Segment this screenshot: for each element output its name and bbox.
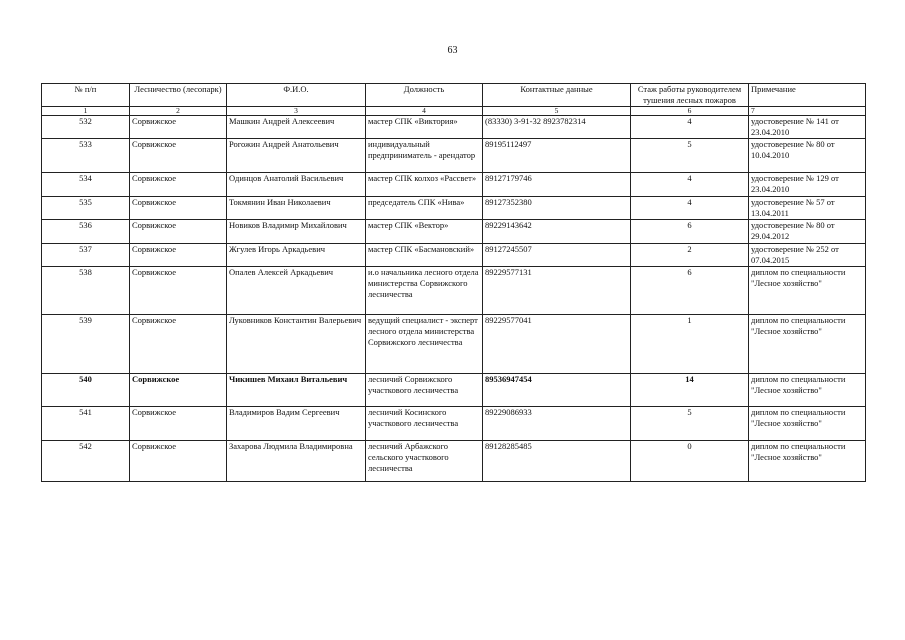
cell-contacts: 89229143642 (483, 220, 631, 244)
cell-position: и.о начальника лесного отдела министерства Сорвижского лесничества (366, 267, 483, 315)
cell-num: 539 (42, 315, 130, 374)
column-number: 3 (227, 107, 366, 116)
cell-position: лесничий Косинского участкового лесничества (366, 407, 483, 441)
cell-contacts: 89127179746 (483, 173, 631, 197)
cell-position: мастер СПК колхоз «Рассвет» (366, 173, 483, 197)
header-row (42, 84, 866, 107)
table-row (42, 407, 866, 441)
cell-position: председатель СПК «Нива» (366, 197, 483, 220)
table-row (42, 173, 866, 197)
cell-forestry: Сорвижское (130, 116, 227, 139)
cell-fio: Владимиров Вадим Сергеевич (227, 407, 366, 441)
cell-experience: 1 (631, 315, 749, 374)
cell-num: 535 (42, 197, 130, 220)
table-body (42, 116, 866, 482)
header-experience: Стаж работы руководителем тушения лесных пожаров (631, 84, 749, 107)
cell-experience: 14 (631, 374, 749, 407)
cell-experience: 5 (631, 139, 749, 173)
cell-forestry: Сорвижское (130, 374, 227, 407)
column-number: 5 (483, 107, 631, 116)
column-number: 1 (42, 107, 130, 116)
cell-forestry: Сорвижское (130, 197, 227, 220)
cell-contacts: 89127352380 (483, 197, 631, 220)
cell-experience: 2 (631, 244, 749, 267)
header-fio: Ф.И.О. (227, 84, 366, 107)
column-number-row (42, 107, 866, 116)
cell-num: 538 (42, 267, 130, 315)
table-row (42, 116, 866, 139)
cell-forestry: Сорвижское (130, 315, 227, 374)
personnel-table (41, 83, 866, 482)
column-number: 4 (366, 107, 483, 116)
cell-note: удостоверение № 129 от 23.04.2010 (749, 173, 866, 197)
header-contacts: Контактные данные (483, 84, 631, 107)
cell-forestry: Сорвижское (130, 220, 227, 244)
cell-experience: 4 (631, 116, 749, 139)
cell-note: удостоверение № 252 от 07.04.2015 (749, 244, 866, 267)
cell-contacts: (83330) 3-91-32 8923782314 (483, 116, 631, 139)
cell-experience: 0 (631, 441, 749, 482)
table-row (42, 197, 866, 220)
table-row (42, 441, 866, 482)
column-number: 7 (749, 107, 866, 116)
table-row (42, 374, 866, 407)
cell-note: удостоверение № 80 от 10.04.2010 (749, 139, 866, 173)
column-number: 2 (130, 107, 227, 116)
cell-fio: Машкин Андрей Алексеевич (227, 116, 366, 139)
cell-num: 540 (42, 374, 130, 407)
cell-note: удостоверение № 141 от 23.04.2010 (749, 116, 866, 139)
cell-experience: 4 (631, 197, 749, 220)
cell-fio: Одинцов Анатолий Васильевич (227, 173, 366, 197)
cell-contacts: 89128285485 (483, 441, 631, 482)
cell-experience: 5 (631, 407, 749, 441)
cell-contacts: 89229577041 (483, 315, 631, 374)
table-row (42, 220, 866, 244)
page-number: 63 (447, 45, 458, 56)
cell-fio: Луковников Константин Валерьевич (227, 315, 366, 374)
header-note: Примечание (749, 84, 866, 107)
cell-note: удостоверение № 57 от 13.04.2011 (749, 197, 866, 220)
cell-forestry: Сорвижское (130, 407, 227, 441)
cell-num: 532 (42, 116, 130, 139)
cell-note: диплом по специальности "Лесное хозяйство" (749, 267, 866, 315)
cell-fio: Рогожин Андрей Анатольевич (227, 139, 366, 173)
cell-position: индивидуальный предприниматель - арендатор (366, 139, 483, 173)
cell-note: диплом по специальности "Лесное хозяйство" (749, 407, 866, 441)
header-position: Должность (366, 84, 483, 107)
cell-num: 542 (42, 441, 130, 482)
cell-fio: Чикишев Михаил Витальевич (227, 374, 366, 407)
cell-contacts: 89536947454 (483, 374, 631, 407)
cell-fio: Токмянин Иван Николаевич (227, 197, 366, 220)
cell-num: 533 (42, 139, 130, 173)
cell-experience: 6 (631, 267, 749, 315)
cell-num: 541 (42, 407, 130, 441)
cell-position: мастер СПК «Виктория» (366, 116, 483, 139)
cell-fio: Захарова Людмила Владимировна (227, 441, 366, 482)
cell-fio: Новиков Владимир Михайлович (227, 220, 366, 244)
table-row (42, 315, 866, 374)
column-number: 6 (631, 107, 749, 116)
cell-position: лесничий Сорвижского участкового лесничества (366, 374, 483, 407)
table-row (42, 267, 866, 315)
cell-forestry: Сорвижское (130, 267, 227, 315)
cell-forestry: Сорвижское (130, 139, 227, 173)
table-row (42, 139, 866, 173)
cell-num: 536 (42, 220, 130, 244)
cell-position: лесничий Арбажского сельского участкового лесничества (366, 441, 483, 482)
cell-position: мастер СПК «Вектор» (366, 220, 483, 244)
cell-num: 537 (42, 244, 130, 267)
cell-contacts: 89229086933 (483, 407, 631, 441)
header-forestry: Лесничество (лесопарк) (130, 84, 227, 107)
cell-note: диплом по специальности "Лесное хозяйство" (749, 441, 866, 482)
table-row (42, 244, 866, 267)
cell-position: мастер СПК «Басмановский» (366, 244, 483, 267)
cell-fio: Жгулев Игорь Аркадьевич (227, 244, 366, 267)
header-num: № п/п (42, 84, 130, 107)
cell-note: удостоверение № 80 от 29.04.2012 (749, 220, 866, 244)
cell-note: диплом по специальности "Лесное хозяйство" (749, 315, 866, 374)
cell-contacts: 89229577131 (483, 267, 631, 315)
cell-forestry: Сорвижское (130, 441, 227, 482)
cell-num: 534 (42, 173, 130, 197)
cell-contacts: 89127245507 (483, 244, 631, 267)
cell-forestry: Сорвижское (130, 173, 227, 197)
cell-fio: Опалев Алексей Аркадьевич (227, 267, 366, 315)
cell-note: диплом по специальности "Лесное хозяйство" (749, 374, 866, 407)
cell-experience: 4 (631, 173, 749, 197)
cell-experience: 6 (631, 220, 749, 244)
cell-position: ведущий специалист - эксперт лесного отдела министерства Сорвижского лесничества (366, 315, 483, 374)
cell-forestry: Сорвижское (130, 244, 227, 267)
cell-contacts: 89195112497 (483, 139, 631, 173)
